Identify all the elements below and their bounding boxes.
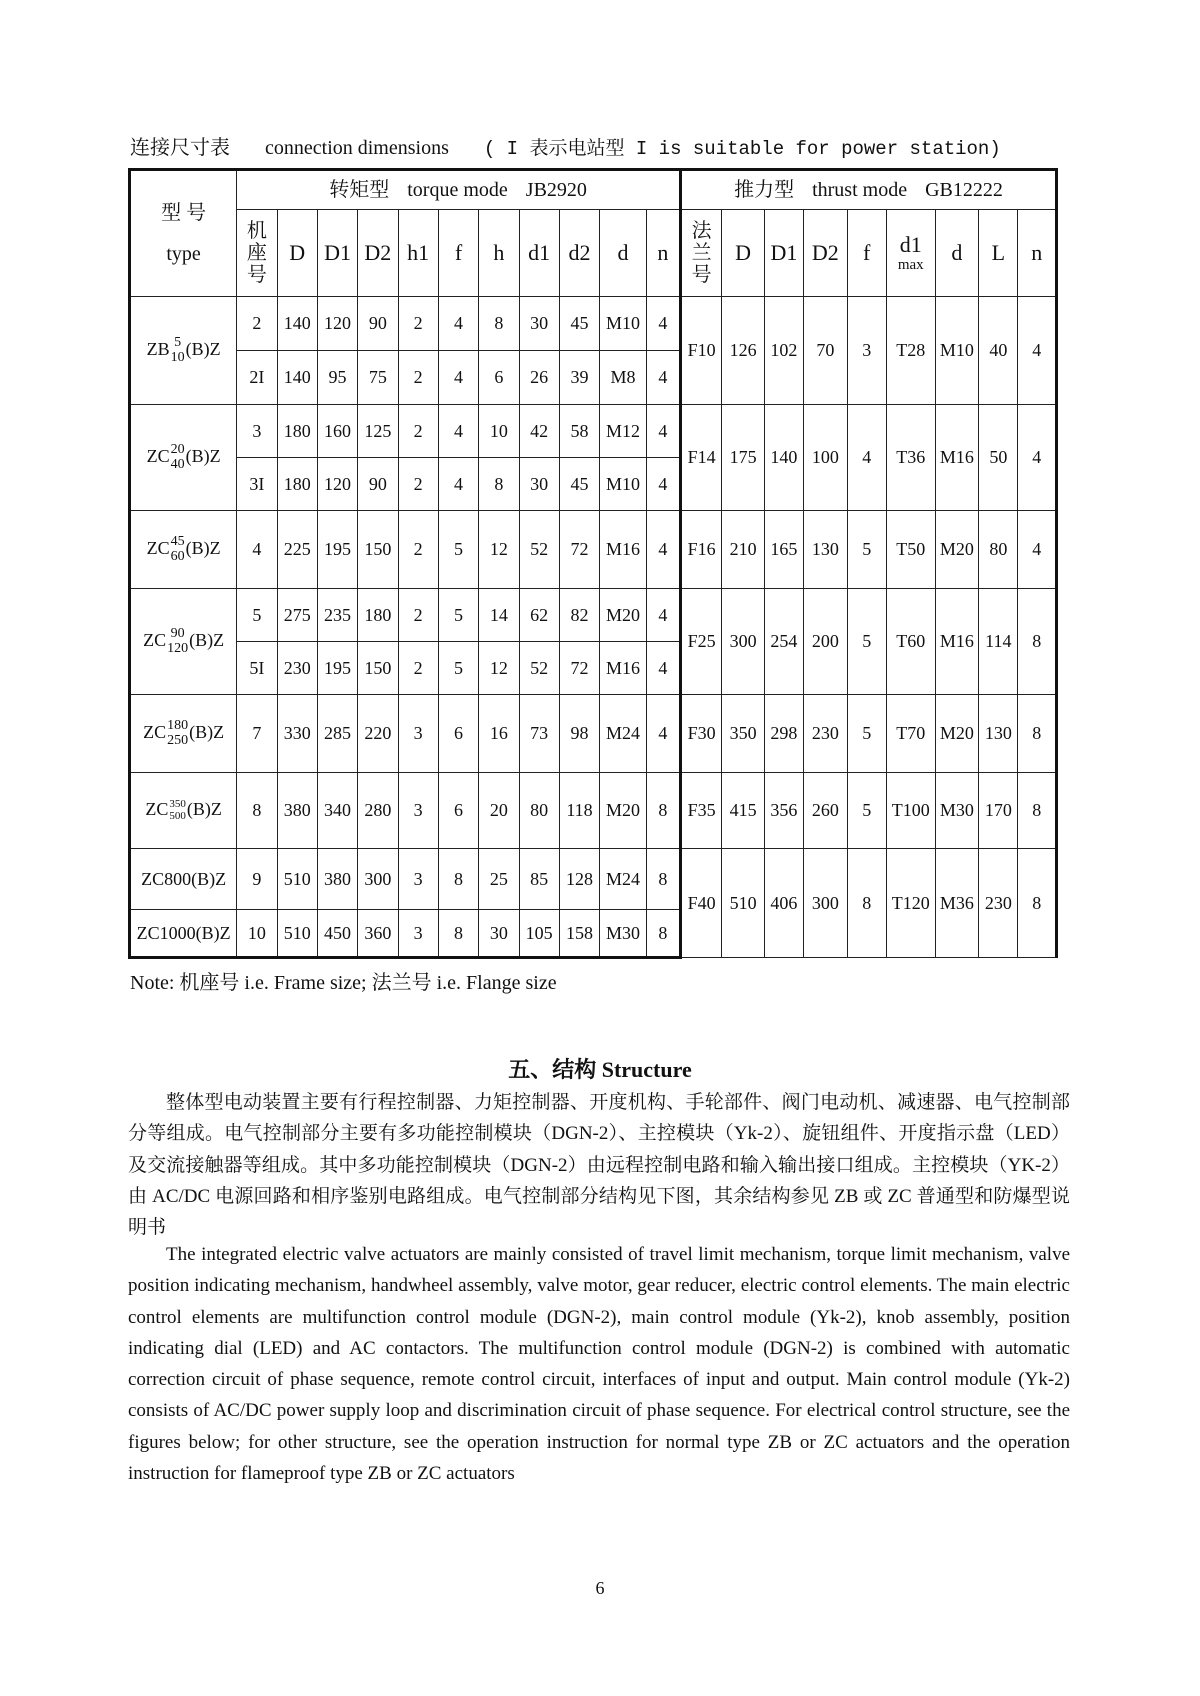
table-cell: M36 bbox=[935, 849, 979, 958]
table-cell: 62 bbox=[519, 589, 559, 642]
table-cell: 12 bbox=[479, 642, 519, 695]
table-cell: 58 bbox=[559, 405, 599, 458]
col-header: d1 bbox=[519, 210, 559, 297]
torque-en: torque mode bbox=[407, 178, 508, 201]
table-cell: M20 bbox=[935, 695, 979, 773]
table-cell: 3 bbox=[398, 773, 438, 849]
table-row bbox=[130, 773, 1057, 849]
table-cell: M10 bbox=[600, 297, 647, 351]
table-cell: 260 bbox=[804, 773, 848, 849]
col-header: 机座号 bbox=[237, 210, 277, 297]
table-cell: 95 bbox=[317, 351, 357, 405]
torque-group-header bbox=[237, 170, 681, 210]
table-cell: T50 bbox=[886, 511, 935, 589]
table-cell: 85 bbox=[519, 849, 559, 910]
type-cell: ZC 350 500 (B)Z bbox=[130, 773, 237, 849]
table-cell: M10 bbox=[935, 297, 979, 405]
section-title: 五、结构 Structure bbox=[508, 1057, 692, 1082]
col-header: D2 bbox=[804, 210, 848, 297]
table-cell: 298 bbox=[764, 695, 803, 773]
table-cell: M16 bbox=[600, 511, 647, 589]
caption-note: ( I 表示电站型 I is suitable for power station) bbox=[483, 138, 1001, 160]
table-cell: 285 bbox=[317, 695, 357, 773]
table-cell: 300 bbox=[358, 849, 398, 910]
table-cell: 4 bbox=[646, 589, 680, 642]
col-header: n bbox=[1018, 210, 1057, 297]
table-cell: 118 bbox=[559, 773, 599, 849]
table-cell: 4 bbox=[646, 297, 680, 351]
col-header: L bbox=[979, 210, 1018, 297]
table-cell: 10 bbox=[479, 405, 519, 458]
table-cell: F30 bbox=[680, 695, 721, 773]
table-cell: 45 bbox=[559, 297, 599, 351]
table-cell: 4 bbox=[438, 458, 478, 511]
table-cell: 114 bbox=[979, 589, 1018, 695]
table-cell: 130 bbox=[979, 695, 1018, 773]
table-cell: 42 bbox=[519, 405, 559, 458]
table-cell: T60 bbox=[886, 589, 935, 695]
table-cell: 230 bbox=[804, 695, 848, 773]
table-cell: 170 bbox=[979, 773, 1018, 849]
table-cell: M8 bbox=[600, 351, 647, 405]
table-cell: M24 bbox=[600, 849, 647, 910]
table-cell: 7 bbox=[237, 695, 277, 773]
table-cell: M10 bbox=[600, 458, 647, 511]
table-cell: 8 bbox=[479, 458, 519, 511]
table-cell: 175 bbox=[722, 405, 764, 511]
table-cell: 30 bbox=[479, 910, 519, 958]
table-cell: 180 bbox=[277, 458, 317, 511]
table-cell: 254 bbox=[764, 589, 803, 695]
table-cell: 8 bbox=[438, 910, 478, 958]
table-cell: 12 bbox=[479, 511, 519, 589]
table-cell: 52 bbox=[519, 511, 559, 589]
table-cell: 5 bbox=[847, 511, 886, 589]
table-cell: 4 bbox=[646, 405, 680, 458]
col-header-d1max: d1 max bbox=[886, 210, 935, 297]
table-cell: T28 bbox=[886, 297, 935, 405]
table-cell: 8 bbox=[1018, 589, 1057, 695]
table-cell: 330 bbox=[277, 695, 317, 773]
col-header: f bbox=[438, 210, 478, 297]
table-cell: M16 bbox=[600, 642, 647, 695]
table-cell: 120 bbox=[317, 458, 357, 511]
table-cell: 380 bbox=[317, 849, 357, 910]
table-cell: 100 bbox=[804, 405, 848, 511]
table-cell: 3 bbox=[237, 405, 277, 458]
table-cell: 25 bbox=[479, 849, 519, 910]
table-cell: 158 bbox=[559, 910, 599, 958]
table-cell: 380 bbox=[277, 773, 317, 849]
col-header: d bbox=[600, 210, 647, 297]
table-cell: 2 bbox=[398, 458, 438, 511]
table-cell: 406 bbox=[764, 849, 803, 958]
table-row bbox=[130, 695, 1057, 773]
table-cell: 2 bbox=[237, 297, 277, 351]
type-cell: ZC1000(B)Z bbox=[130, 910, 237, 958]
table-cell: 120 bbox=[317, 297, 357, 351]
col-header: D bbox=[277, 210, 317, 297]
table-cell: T120 bbox=[886, 849, 935, 958]
type-cell: ZB 5 10 (B)Z bbox=[130, 297, 237, 405]
col-header: h1 bbox=[398, 210, 438, 297]
table-cell: 6 bbox=[479, 351, 519, 405]
table-cell: 5 bbox=[847, 695, 886, 773]
table-cell: 450 bbox=[317, 910, 357, 958]
table-cell: 8 bbox=[1018, 849, 1057, 958]
caption-zh: 连接尺寸表 bbox=[130, 137, 230, 159]
table-cell: 105 bbox=[519, 910, 559, 958]
table-cell: 20 bbox=[479, 773, 519, 849]
table-cell: 8 bbox=[646, 773, 680, 849]
caption-en: connection dimensions bbox=[265, 137, 449, 159]
col-header: h bbox=[479, 210, 519, 297]
table-cell: 300 bbox=[722, 589, 764, 695]
table-cell: M20 bbox=[600, 589, 647, 642]
table-cell: 40 bbox=[979, 297, 1018, 405]
table-cell: 52 bbox=[519, 642, 559, 695]
table-cell: 220 bbox=[358, 695, 398, 773]
table-cell: 140 bbox=[764, 405, 803, 511]
table-row bbox=[130, 297, 1057, 351]
table-cell: 80 bbox=[979, 511, 1018, 589]
table-cell: 415 bbox=[722, 773, 764, 849]
table-cell: 2 bbox=[398, 351, 438, 405]
table-cell: 82 bbox=[559, 589, 599, 642]
table-cell: 4 bbox=[646, 642, 680, 695]
torque-zh: 转矩型 bbox=[329, 178, 390, 201]
table-cell: 98 bbox=[559, 695, 599, 773]
table-cell: M16 bbox=[935, 589, 979, 695]
table-cell: 26 bbox=[519, 351, 559, 405]
table-cell: 5I bbox=[237, 642, 277, 695]
col-header: D1 bbox=[764, 210, 803, 297]
table-cell: 6 bbox=[438, 773, 478, 849]
table-cell: 275 bbox=[277, 589, 317, 642]
table-cell: 130 bbox=[804, 511, 848, 589]
table-cell: 39 bbox=[559, 351, 599, 405]
table-cell: F40 bbox=[680, 849, 721, 958]
col-header: 法兰号 bbox=[680, 210, 721, 297]
table-cell: 5 bbox=[438, 589, 478, 642]
table-cell: 195 bbox=[317, 642, 357, 695]
table-cell: 200 bbox=[804, 589, 848, 695]
type-header bbox=[130, 170, 237, 297]
table-cell: 2I bbox=[237, 351, 277, 405]
table-cell: 4 bbox=[438, 297, 478, 351]
table-cell: 126 bbox=[722, 297, 764, 405]
table-caption bbox=[130, 131, 1001, 160]
table-cell: 2 bbox=[398, 297, 438, 351]
table-cell: 225 bbox=[277, 511, 317, 589]
table-cell: 4 bbox=[1018, 405, 1057, 511]
table-cell: M30 bbox=[600, 910, 647, 958]
table-cell: F35 bbox=[680, 773, 721, 849]
table-cell: M12 bbox=[600, 405, 647, 458]
table-row bbox=[130, 405, 1057, 458]
col-header: n bbox=[646, 210, 680, 297]
table-cell: 16 bbox=[479, 695, 519, 773]
table-cell: 50 bbox=[979, 405, 1018, 511]
table-cell: M24 bbox=[600, 695, 647, 773]
table-cell: 2 bbox=[398, 642, 438, 695]
table-cell: 80 bbox=[519, 773, 559, 849]
table-cell: 2 bbox=[398, 589, 438, 642]
table-cell: 3I bbox=[237, 458, 277, 511]
table-cell: 14 bbox=[479, 589, 519, 642]
table-row bbox=[130, 849, 1057, 910]
table-cell: 8 bbox=[847, 849, 886, 958]
table-row bbox=[130, 511, 1057, 589]
col-header: D bbox=[722, 210, 764, 297]
table-cell: 5 bbox=[847, 773, 886, 849]
table-cell: 9 bbox=[237, 849, 277, 910]
table-cell: 5 bbox=[438, 511, 478, 589]
table-cell: 4 bbox=[1018, 297, 1057, 405]
table-cell: 72 bbox=[559, 511, 599, 589]
table-cell: 8 bbox=[438, 849, 478, 910]
table-cell: M20 bbox=[600, 773, 647, 849]
table-cell: T70 bbox=[886, 695, 935, 773]
table-cell: 5 bbox=[438, 642, 478, 695]
col-header: d2 bbox=[559, 210, 599, 297]
table-cell: 165 bbox=[764, 511, 803, 589]
col-header: D1 bbox=[317, 210, 357, 297]
col-header: d bbox=[935, 210, 979, 297]
table-cell: 45 bbox=[559, 458, 599, 511]
table-cell: M30 bbox=[935, 773, 979, 849]
table-cell: 72 bbox=[559, 642, 599, 695]
table-cell: 300 bbox=[804, 849, 848, 958]
table-cell: 2 bbox=[398, 405, 438, 458]
table-cell: 340 bbox=[317, 773, 357, 849]
table-cell: M16 bbox=[935, 405, 979, 511]
table-cell: 8 bbox=[646, 910, 680, 958]
table-cell: 4 bbox=[438, 351, 478, 405]
table-cell: 8 bbox=[1018, 773, 1057, 849]
table-cell: 180 bbox=[358, 589, 398, 642]
table-cell: 30 bbox=[519, 458, 559, 511]
table-cell: 195 bbox=[317, 511, 357, 589]
table-cell: 30 bbox=[519, 297, 559, 351]
connection-dimensions-table bbox=[128, 168, 1058, 959]
table-cell: 90 bbox=[358, 458, 398, 511]
table-cell: 510 bbox=[722, 849, 764, 958]
table-cell: 2 bbox=[398, 511, 438, 589]
table-cell: 140 bbox=[277, 351, 317, 405]
torque-std: JB2920 bbox=[525, 178, 587, 201]
table-cell: 3 bbox=[847, 297, 886, 405]
table-cell: 10 bbox=[237, 910, 277, 958]
table-cell: 6 bbox=[438, 695, 478, 773]
type-cell: ZC 20 40 (B)Z bbox=[130, 405, 237, 511]
thrust-std: GB12222 bbox=[925, 178, 1003, 201]
table-cell: 75 bbox=[358, 351, 398, 405]
table-cell: 8 bbox=[237, 773, 277, 849]
table-cell: 180 bbox=[277, 405, 317, 458]
table-cell: 128 bbox=[559, 849, 599, 910]
paragraph-english: The integrated electric valve actuators are mainly consisted of travel limit mechanism, torque limit mechanism, valve position indicating mechanism, handwheel assembly, valve motor, gear reducer, electric control elements. The main electric control elements are multifunction control module (DGN-2), main control module (Yk-2), knob assembly, position indicating dial (LED) and AC contactors. The multifunction control module (DGN-2) is combined with automatic correction circuit of phase sequence, remote control circuit, interfaces of input and output. Main control module (Yk-2) consists of AC/DC power supply loop and discrimination circuit of phase sequence. For electrical control structure, see the figures below; for other structure, see the operation instruction for normal type ZB or ZC actuators and the operation instruction for flameproof type ZB or ZC actuators bbox=[128, 1244, 1070, 1485]
type-header-en: type bbox=[166, 242, 201, 265]
table-cell: 102 bbox=[764, 297, 803, 405]
table-cell: F10 bbox=[680, 297, 721, 405]
type-header-zh: 型 号 bbox=[161, 201, 207, 224]
table-cell: 4 bbox=[646, 351, 680, 405]
thrust-group-header bbox=[680, 170, 1056, 210]
table-cell: 5 bbox=[847, 589, 886, 695]
col-header: f bbox=[847, 210, 886, 297]
table-cell: 4 bbox=[1018, 511, 1057, 589]
table-cell: 280 bbox=[358, 773, 398, 849]
table-cell: 70 bbox=[804, 297, 848, 405]
table-cell: 235 bbox=[317, 589, 357, 642]
col-header: D2 bbox=[358, 210, 398, 297]
table-cell: 8 bbox=[1018, 695, 1057, 773]
table-cell: 210 bbox=[722, 511, 764, 589]
table-cell: 510 bbox=[277, 849, 317, 910]
table-cell: F16 bbox=[680, 511, 721, 589]
table-cell: T36 bbox=[886, 405, 935, 511]
table-cell: 150 bbox=[358, 642, 398, 695]
table-cell: 3 bbox=[398, 910, 438, 958]
type-cell: ZC 180 250 (B)Z bbox=[130, 695, 237, 773]
paragraph-chinese: 整体型电动装置主要有行程控制器、力矩控制器、开度机构、手轮部件、阀门电动机、减速器、电气控制部分等组成。电气控制部分主要有多功能控制模块（DGN-2）、主控模块（Yk-2）、旋钮组件、开度指示盘（LED）及交流接触器等组成。其中多功能控制模块（DGN-2）由远程控制电路和输入输出接口组成。主控模块（YK-2）由 AC/DC 电源回路和相序鉴别电路组成。电气控制部分结构见下图，其余结构参见 ZB 或 ZC 普通型和防爆型说明书 bbox=[128, 1092, 1070, 1239]
type-cell: ZC 90 120 (B)Z bbox=[130, 589, 237, 695]
table-cell: M20 bbox=[935, 511, 979, 589]
table-cell: T100 bbox=[886, 773, 935, 849]
table-cell: 4 bbox=[847, 405, 886, 511]
table-note: Note: 机座号 i.e. Frame size; 法兰号 i.e. Flange size bbox=[130, 972, 557, 994]
type-cell: ZC 45 60 (B)Z bbox=[130, 511, 237, 589]
table-cell: 8 bbox=[646, 849, 680, 910]
table-cell: 160 bbox=[317, 405, 357, 458]
table-cell: 510 bbox=[277, 910, 317, 958]
table-row bbox=[130, 589, 1057, 642]
table-cell: 4 bbox=[438, 405, 478, 458]
table-cell: 4 bbox=[237, 511, 277, 589]
table-cell: 3 bbox=[398, 695, 438, 773]
type-cell: ZC800(B)Z bbox=[130, 849, 237, 910]
table-cell: 4 bbox=[646, 511, 680, 589]
table-cell: F14 bbox=[680, 405, 721, 511]
table-cell: 5 bbox=[237, 589, 277, 642]
table-cell: 4 bbox=[646, 458, 680, 511]
table-cell: 356 bbox=[764, 773, 803, 849]
table-cell: 140 bbox=[277, 297, 317, 351]
thrust-en: thrust mode bbox=[812, 178, 908, 201]
table-cell: F25 bbox=[680, 589, 721, 695]
table-cell: 73 bbox=[519, 695, 559, 773]
page-number: 6 bbox=[595, 1578, 605, 1598]
table-cell: 150 bbox=[358, 511, 398, 589]
table-cell: 230 bbox=[277, 642, 317, 695]
table-cell: 360 bbox=[358, 910, 398, 958]
table-cell: 3 bbox=[398, 849, 438, 910]
table-cell: 4 bbox=[646, 695, 680, 773]
table-cell: 230 bbox=[979, 849, 1018, 958]
table-cell: 8 bbox=[479, 297, 519, 351]
table-cell: 350 bbox=[722, 695, 764, 773]
table-cell: 125 bbox=[358, 405, 398, 458]
thrust-zh: 推力型 bbox=[734, 178, 795, 201]
table-cell: 90 bbox=[358, 297, 398, 351]
